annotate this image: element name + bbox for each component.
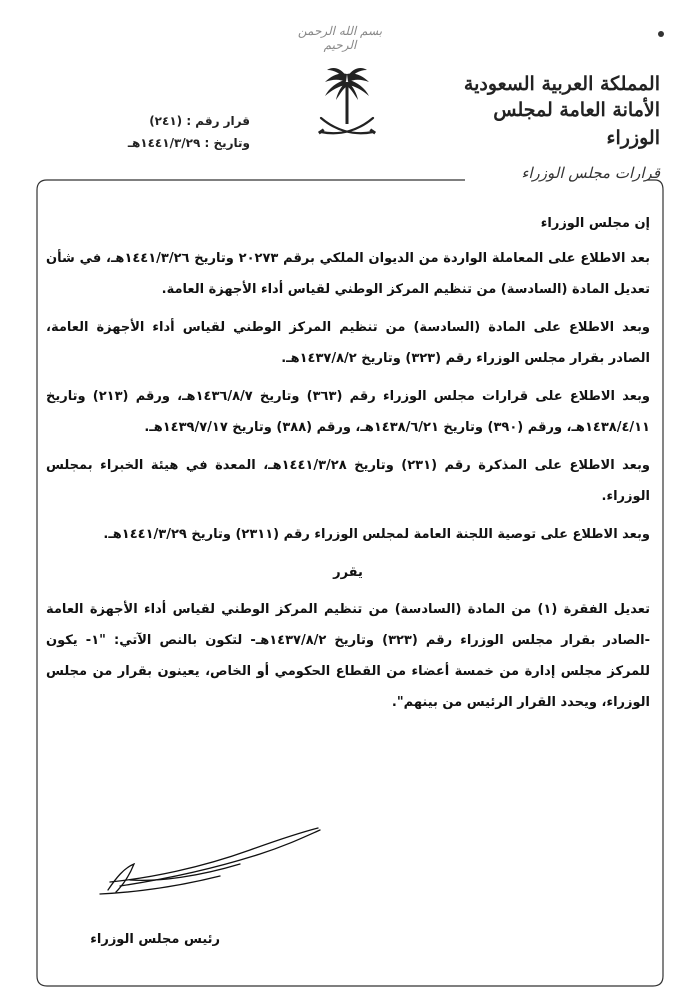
- signer-title: رئيس مجلس الوزراء: [90, 932, 220, 947]
- opening-line: إن مجلس الوزراء: [540, 216, 650, 231]
- section-name: قرارات مجلس الوزراء: [521, 164, 660, 182]
- preamble-paragraph: وبعد الاطلاع على توصية اللجنة العامة لمجلس الوزراء رقم (٢٣١١) وتاريخ ١٤٤١/٣/٢٩هـ.: [103, 527, 650, 542]
- basmala: بسم الله الرحمن الرحيم: [297, 24, 383, 52]
- decision-meta: [95, 110, 250, 154]
- preamble-paragraph: وبعد الاطلاع على المذكرة رقم (٢٣١) وتاريخ ١٤٤١/٣/٢٨هـ، المعدة في هيئة الخبراء بمجلس الوزراء.: [46, 458, 650, 504]
- kingdom-name: المملكة العربية السعودية: [463, 73, 660, 95]
- issuer-block: [450, 72, 660, 188]
- preamble-paragraph: وبعد الاطلاع على المادة (السادسة) من تنظيم المركز الوطني لقياس أداء الأجهزة العامة، الصادر بقرار مجلس الوزراء رقم (٣٢٣) وتاريخ ١٤٣٧/٨/٢هـ.: [46, 320, 650, 366]
- corner-dot: [658, 31, 664, 37]
- preamble-paragraph: بعد الاطلاع على المعاملة الواردة من الديوان الملكي برقم ٢٠٢٧٣ وتاريخ ١٤٤١/٣/٢٦هـ، في شأن تعديل المادة (السادسة) من تنظيم المركز الوطني لقياس أداء الأجهزة العامة.: [46, 251, 650, 297]
- decision-date: وتاريخ : ١٤٤١/٣/٢٩هـ: [127, 136, 250, 150]
- secretariat-name: الأمانة العامة لمجلس الوزراء: [493, 99, 660, 149]
- decision-number: قرار رقم : (٢٤١): [149, 114, 250, 128]
- resolution-text: تعديل الفقرة (١) من المادة (السادسة) من تنظيم المركز الوطني لقياس أداء الأجهزة العامة -الصادر بقرار مجلس الوزراء رقم (٣٢٣) وتاريخ ١٤٣٧/٨/٢هـ- لتكون بالنص الآتي: "١- يكون للمركز مجلس إدارة من خمسة أعضاء من القطاع الحكومي أو الخاص، يعينون بقرار من مجلس الوزراء، ويحدد القرار الرئيس من بينهم".: [46, 602, 651, 710]
- palm-and-swords-emblem-icon: [315, 66, 379, 148]
- handwritten-signature: [90, 820, 330, 910]
- decides-heading: يقرر: [333, 565, 363, 580]
- preamble-paragraph: وبعد الاطلاع على قرارات مجلس الوزراء رقم (٣٦٣) وتاريخ ١٤٣٦/٨/٧هـ، ورقم (٢١٣) وتاريخ ١٤٣٨/٤/١١هـ، ورقم (٣٩٠) وتاريخ ١٤٣٨/٦/٢١هـ، ورقم (٣٨٨) وتاريخ ١٤٣٩/٧/١٧هـ.: [46, 389, 651, 435]
- decree-body: [46, 208, 650, 725]
